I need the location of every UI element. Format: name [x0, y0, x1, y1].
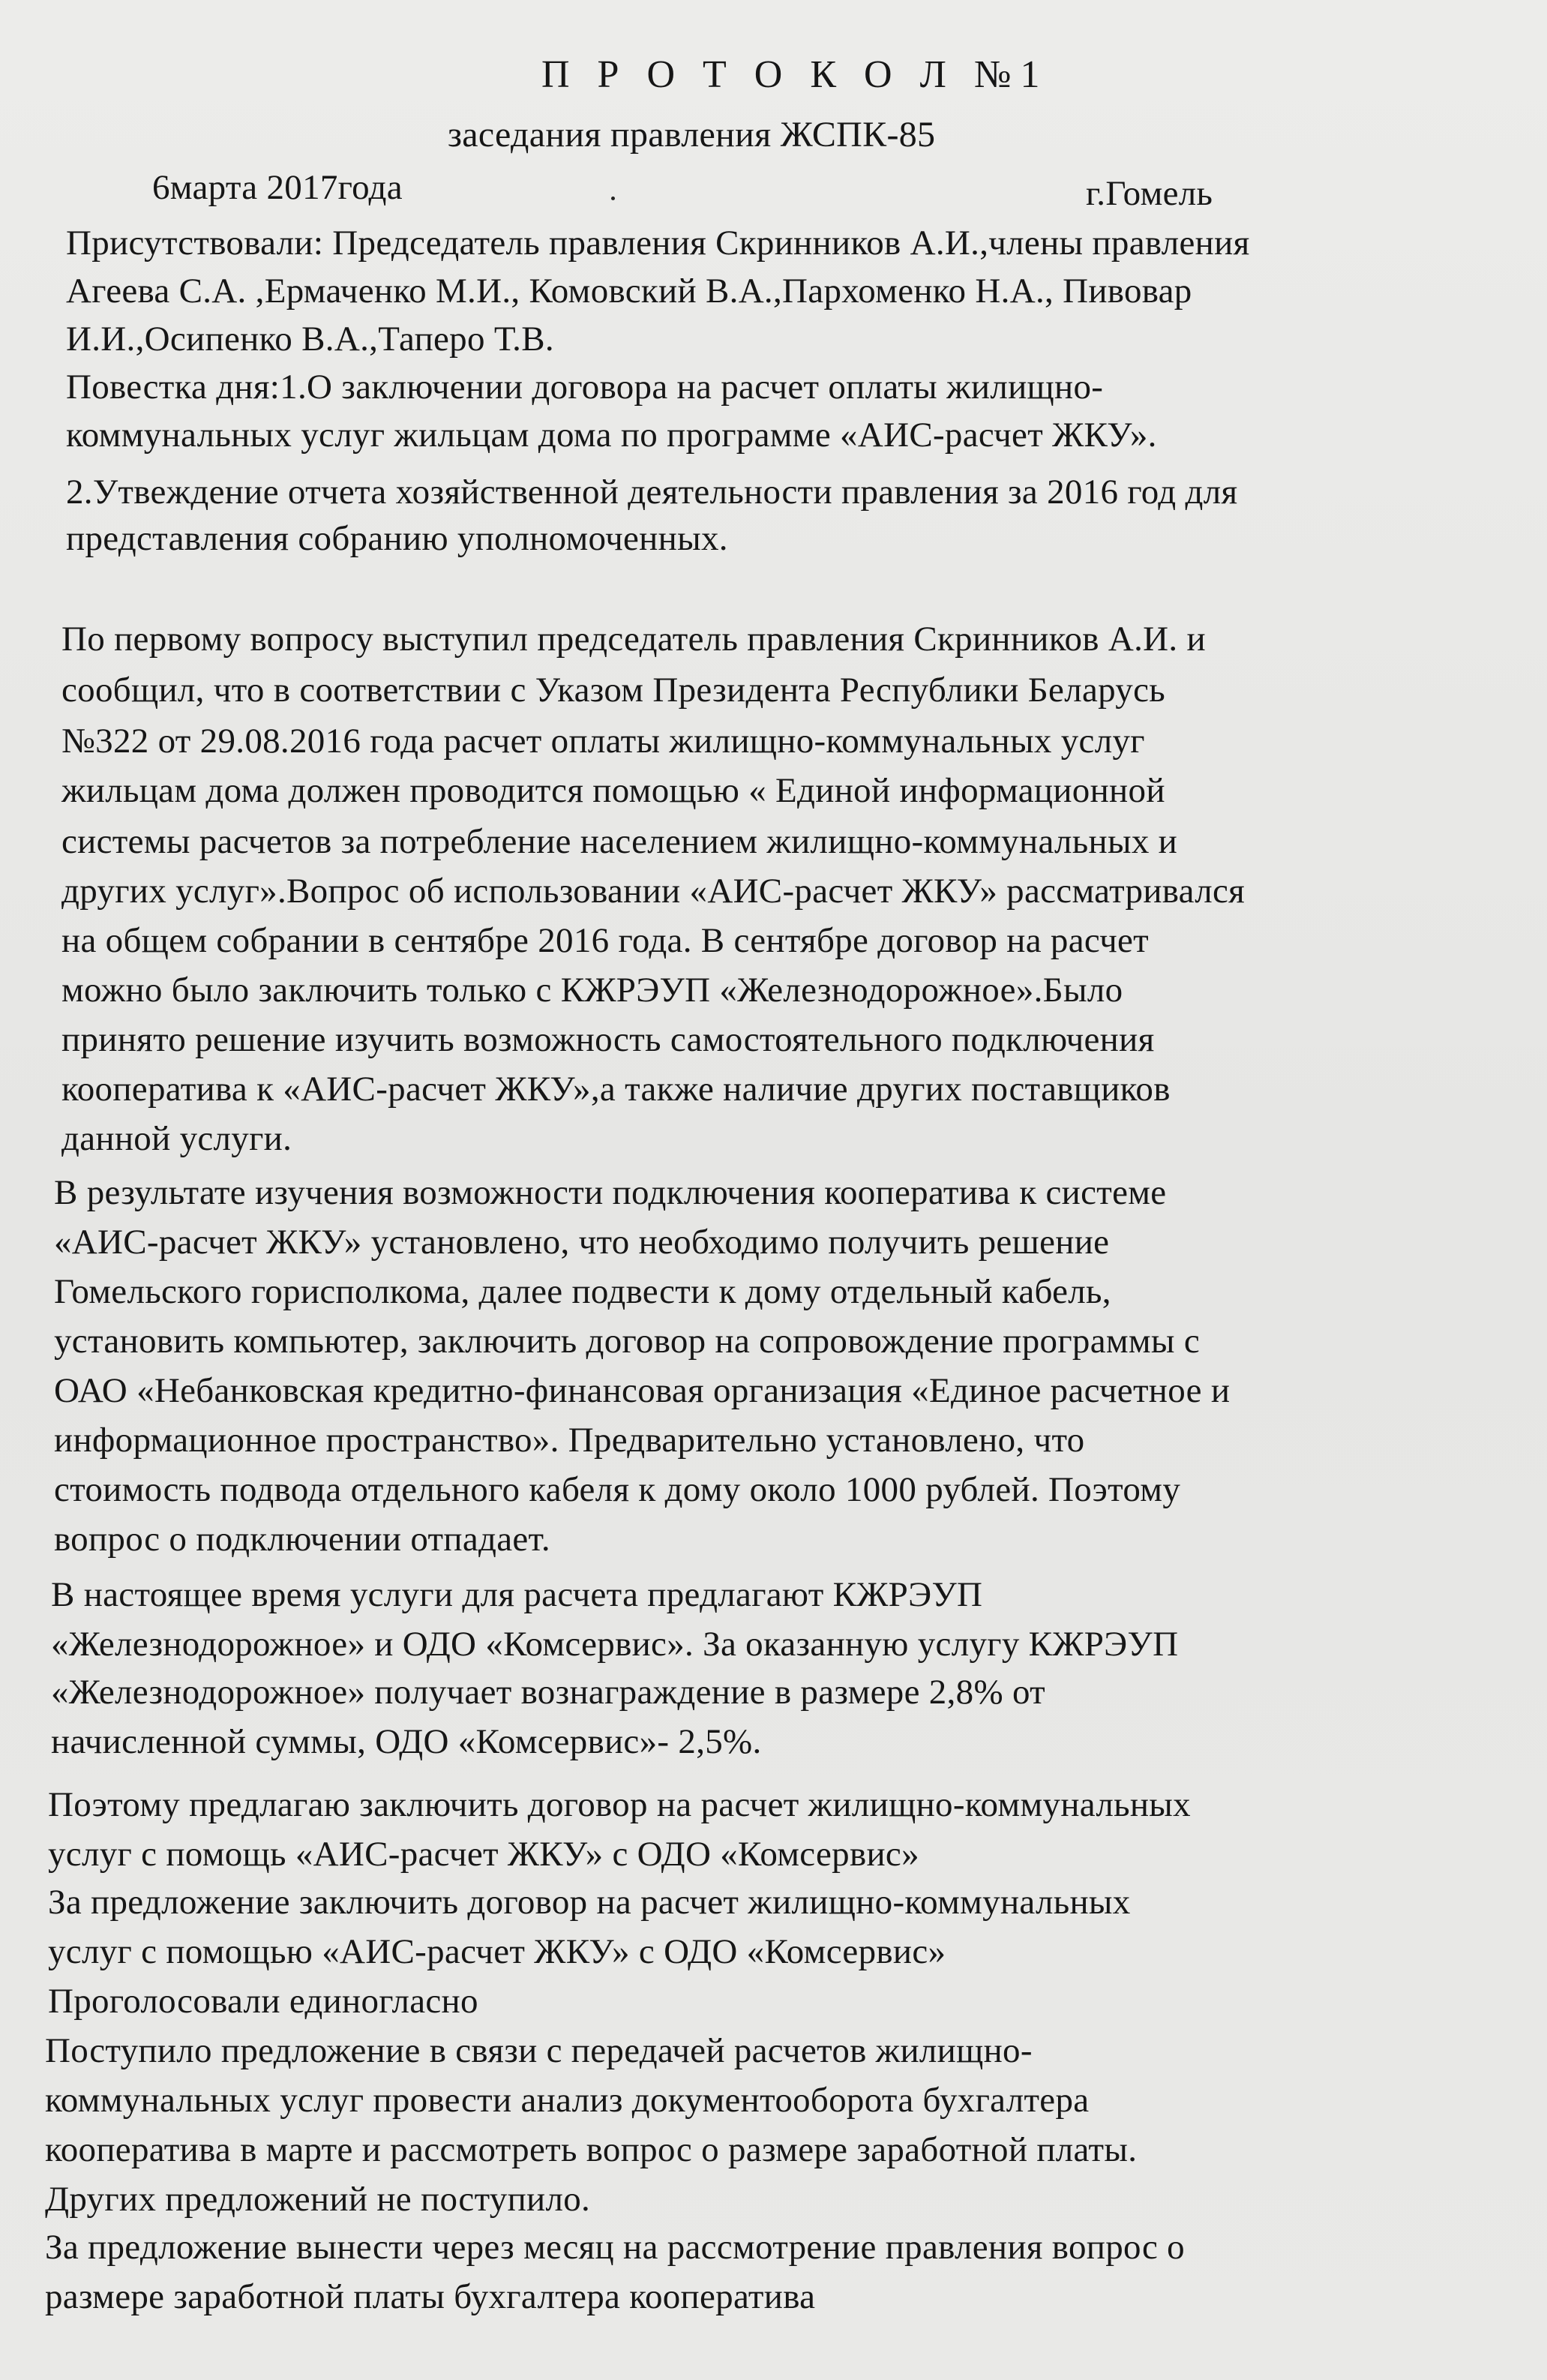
- body-line: И.И.,Осипенко В.А.,Таперо Т.В.: [66, 320, 554, 359]
- body-line: По первому вопросу выступил председатель правления Скринников А.И. и: [61, 620, 1206, 659]
- body-line: Присутствовали: Председатель правления Скринников А.И.,члены правления: [66, 224, 1250, 263]
- body-line: Поступило предложение в связи с передачей расчетов жилищно-: [45, 2031, 1033, 2070]
- body-line: услуг с помощью «АИС-расчет ЖКУ» с ОДО «Комсервис»: [48, 1932, 946, 1971]
- body-line: размере заработной платы бухгалтера кооператива: [45, 2277, 816, 2316]
- body-line: вопрос о подключении отпадает.: [54, 1520, 550, 1559]
- body-line: Повестка дня:1.О заключении договора на расчет оплаты жилищно-: [66, 368, 1104, 407]
- body-line: ОАО «Небанковская кредитно-финансовая организация «Единое расчетное и: [54, 1371, 1231, 1410]
- body-line: на общем собрании в сентябре 2016 года. В сентябре договор на расчет: [61, 921, 1150, 960]
- body-line: «Железнодорожное» и ОДО «Комсервис». За оказанную услугу КЖРЭУП: [51, 1625, 1179, 1664]
- document-date: 6марта 2017года: [152, 168, 403, 207]
- body-line: Агеева С.А. ,Ермаченко М.И., Комовский В.А.,Пархоменко Н.А., Пивовар: [66, 272, 1192, 311]
- body-line: принято решение изучить возможность самостоятельного подключения: [61, 1020, 1155, 1059]
- document-city: г.Гомель: [1086, 174, 1213, 213]
- body-line: представления собранию уполномоченных.: [66, 519, 728, 558]
- body-line: стоимость подвода отдельного кабеля к дому около 1000 рублей. Поэтому: [54, 1470, 1181, 1509]
- document-subtitle: заседания правления ЖСПК-85: [448, 115, 936, 155]
- body-line: можно было заключить только с КЖРЭУП «Железнодорожное».Было: [61, 971, 1123, 1010]
- body-line: №322 от 29.08.2016 года расчет оплаты жилищно-коммунальных услуг: [61, 722, 1145, 761]
- body-line: установить компьютер, заключить договор на сопровождение программы с: [54, 1322, 1201, 1361]
- body-line: 2.Утвеждение отчета хозяйственной деятельности правления за 2016 год для: [66, 473, 1238, 512]
- body-line: Других предложений не поступило.: [45, 2180, 591, 2219]
- body-line: жильцам дома должен проводится помощью « Единой информационной: [61, 771, 1165, 810]
- body-line: информационное пространство». Предварительно установлено, что: [54, 1421, 1085, 1460]
- body-line: услуг с помощь «АИС-расчет ЖКУ» с ОДО «Комсервис»: [48, 1835, 919, 1874]
- body-line: «Железнодорожное» получает вознаграждение в размере 2,8% от: [51, 1673, 1045, 1712]
- body-line: За предложение заключить договор на расчет жилищно-коммунальных: [48, 1883, 1131, 1922]
- body-line: системы расчетов за потребление населением жилищно-коммунальных и: [61, 822, 1178, 861]
- body-line: коммунальных услуг провести анализ документооборота бухгалтера: [45, 2081, 1090, 2120]
- body-line: начисленной суммы, ОДО «Комсервис»- 2,5%.: [51, 1722, 762, 1761]
- body-line: коммунальных услуг жильцам дома по программе «АИС-расчет ЖКУ».: [66, 416, 1157, 455]
- document-title: П Р О Т О К О Л №1: [541, 53, 1049, 96]
- ink-dot: [611, 197, 615, 200]
- body-line: Проголосовали единогласно: [48, 1982, 478, 2021]
- body-line: Гомельского горисполкома, далее подвести к дому отдельный кабель,: [54, 1272, 1111, 1311]
- body-line: кооператива в марте и рассмотреть вопрос о размере заработной платы.: [45, 2130, 1138, 2169]
- body-line: Поэтому предлагаю заключить договор на расчет жилищно-коммунальных: [48, 1785, 1191, 1824]
- body-line: За предложение вынести через месяц на рассмотрение правления вопрос о: [45, 2228, 1185, 2267]
- body-line: данной услуги.: [61, 1119, 292, 1158]
- body-line: сообщил, что в соответствии с Указом Президента Республики Беларусь: [61, 671, 1165, 710]
- body-line: кооператива к «АИС-расчет ЖКУ»,а также наличие других поставщиков: [61, 1070, 1171, 1109]
- body-line: В результате изучения возможности подключения кооператива к системе: [54, 1173, 1167, 1212]
- body-line: других услуг».Вопрос об использовании «АИС-расчет ЖКУ» рассматривался: [61, 872, 1246, 911]
- body-line: В настоящее время услуги для расчета предлагают КЖРЭУП: [51, 1575, 983, 1614]
- body-line: «АИС-расчет ЖКУ» установлено, что необходимо получить решение: [54, 1223, 1110, 1262]
